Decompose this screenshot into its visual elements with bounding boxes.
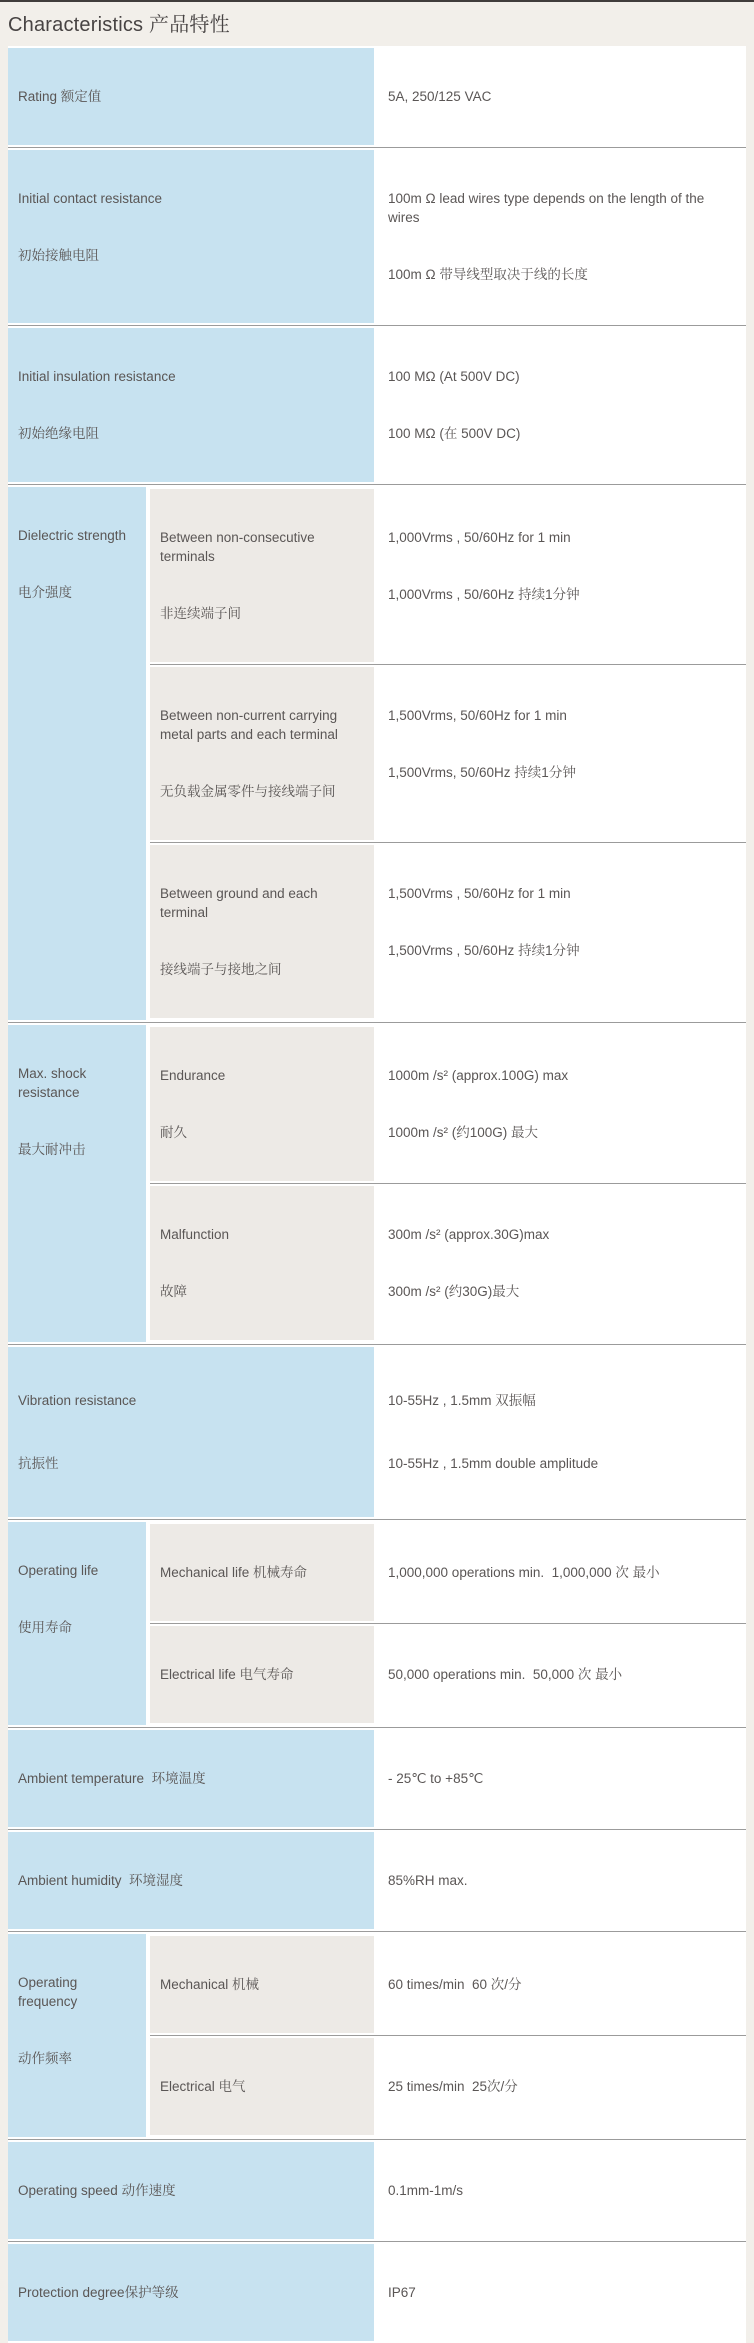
subrow-value xyxy=(378,667,746,840)
value-line: 1000m /s² (approx.100G) max xyxy=(388,1068,569,1083)
row-label xyxy=(8,487,146,1020)
table-row-max-shock-resistance xyxy=(8,1022,746,1344)
subrow-endurance xyxy=(150,1025,746,1183)
mid-line: Electrical 电气 xyxy=(160,2079,246,2094)
row-value xyxy=(378,1730,746,1827)
mid-line: Mechanical life 机械寿命 xyxy=(160,1565,308,1580)
table-row-initial-insulation-resistance xyxy=(8,325,746,484)
value-line: 100m Ω 带导线型取决于线的长度 xyxy=(388,267,588,282)
label-line: 动作频率 xyxy=(18,2051,72,2066)
mid-line: Between non-consecutive terminals xyxy=(160,530,319,564)
value-line: 25 times/min 25次/分 xyxy=(388,2079,518,2094)
value-line: 60 times/min 60 次/分 xyxy=(388,1977,522,1992)
row-value xyxy=(378,150,746,323)
label-line: Operating speed 动作速度 xyxy=(18,2183,176,2198)
mid-line: 无负载金属零件与接线端子间 xyxy=(160,784,336,799)
label-line: Protection degree保护等级 xyxy=(18,2285,179,2300)
subrow-label xyxy=(150,1626,374,1723)
label-line: 使用寿命 xyxy=(18,1620,72,1635)
value-line: - 25℃ to +85℃ xyxy=(388,1771,484,1786)
characteristics-table xyxy=(8,46,746,2343)
label-line: 初始接触电阻 xyxy=(18,248,99,263)
mid-line: 故障 xyxy=(160,1284,187,1299)
row-value xyxy=(378,1832,746,1929)
subrow-value xyxy=(378,489,746,662)
mid-line: Malfunction xyxy=(160,1227,230,1242)
value-line: 1,000,000 operations min. 1,000,000 次 最小 xyxy=(388,1565,660,1580)
mid-line: 耐久 xyxy=(160,1125,187,1140)
value-line: 300m /s² (approx.30G)max xyxy=(388,1227,550,1242)
subrow-non-consecutive-terminals xyxy=(150,487,746,664)
mid-line: Mechanical 机械 xyxy=(160,1977,260,1992)
table-row-ambient-humidity xyxy=(8,1829,746,1931)
table-row-protection-degree xyxy=(8,2241,746,2343)
label-line: Max. shock resistance xyxy=(18,1066,91,1100)
table-row-operating-life xyxy=(8,1519,746,1727)
subrow-malfunction xyxy=(150,1183,746,1342)
row-label xyxy=(8,48,374,145)
row-label xyxy=(8,1934,146,2137)
row-value xyxy=(378,1347,746,1517)
subrow-value xyxy=(378,845,746,1018)
value-line: 85%RH max. xyxy=(388,1873,468,1888)
value-line: 0.1mm-1m/s xyxy=(388,2183,464,2198)
label-line: 电介强度 xyxy=(18,585,72,600)
subrow-value xyxy=(378,2038,746,2135)
value-line: IP67 xyxy=(388,2285,416,2300)
subrow-label xyxy=(150,1027,374,1181)
table-row-operating-frequency xyxy=(8,1931,746,2139)
value-line: 1,500Vrms , 50/60Hz for 1 min xyxy=(388,886,571,901)
mid-line: Between ground and each terminal xyxy=(160,886,322,920)
row-label xyxy=(8,1730,374,1827)
row-label xyxy=(8,1347,374,1517)
subrow-value xyxy=(378,1186,746,1340)
row-value xyxy=(378,328,746,482)
table-row-rating xyxy=(8,46,746,147)
label-line: Ambient humidity 环境湿度 xyxy=(18,1873,184,1888)
subrow-value xyxy=(378,1626,746,1723)
row-label xyxy=(8,2142,374,2239)
subrow-label xyxy=(150,845,374,1018)
label-line: Ambient temperature 环境温度 xyxy=(18,1771,206,1786)
subrow-electrical-life xyxy=(150,1623,746,1725)
subrow-label xyxy=(150,1524,374,1621)
value-line: 100m Ω lead wires type depends on the length of the wires xyxy=(388,191,709,225)
row-label xyxy=(8,1832,374,1929)
value-line: 5A, 250/125 VAC xyxy=(388,89,492,104)
row-value xyxy=(378,48,746,145)
page-title: Characteristics 产品特性 xyxy=(8,14,230,36)
subrow-electrical-frequency xyxy=(150,2035,746,2137)
row-value xyxy=(378,2142,746,2239)
subrow-non-current-carrying xyxy=(150,664,746,842)
label-line: Initial contact resistance xyxy=(18,191,163,206)
mid-line: 非连续端子间 xyxy=(160,606,241,621)
value-line: 300m /s² (约30G)最大 xyxy=(388,1284,520,1299)
subrow-mechanical-life xyxy=(150,1522,746,1623)
table-row-vibration-resistance xyxy=(8,1344,746,1519)
row-label xyxy=(8,2244,374,2341)
label-line: Initial insulation resistance xyxy=(18,369,176,384)
mid-line: Electrical life 电气寿命 xyxy=(160,1667,294,1682)
value-line: 1000m /s² (约100G) 最大 xyxy=(388,1125,539,1140)
row-label xyxy=(8,1025,146,1342)
subrow-group xyxy=(150,1025,746,1342)
value-line: 1,500Vrms, 50/60Hz for 1 min xyxy=(388,708,567,723)
label-line: Operating life xyxy=(18,1563,99,1578)
value-line: 100 MΩ (At 500V DC) xyxy=(388,369,520,384)
subrow-ground-and-terminal xyxy=(150,842,746,1020)
value-line: 50,000 operations min. 50,000 次 最小 xyxy=(388,1667,623,1682)
subrow-label xyxy=(150,667,374,840)
value-line: 1,500Vrms , 50/60Hz 持续1分钟 xyxy=(388,943,580,958)
row-label xyxy=(8,150,374,323)
table-row-dielectric-strength xyxy=(8,484,746,1022)
row-label xyxy=(8,1522,146,1725)
subrow-value xyxy=(378,1524,746,1621)
value-line: 1,500Vrms, 50/60Hz 持续1分钟 xyxy=(388,765,576,780)
label-line: 抗振性 xyxy=(18,1456,59,1471)
label-line: Vibration resistance xyxy=(18,1393,137,1408)
value-line: 10-55Hz , 1.5mm double amplitude xyxy=(388,1456,599,1471)
mid-line: Endurance xyxy=(160,1068,226,1083)
subrow-group xyxy=(150,1934,746,2137)
row-label xyxy=(8,328,374,482)
table-row-ambient-temperature xyxy=(8,1727,746,1829)
value-line: 10-55Hz , 1.5mm 双振幅 xyxy=(388,1393,536,1408)
subrow-label xyxy=(150,1186,374,1340)
table-row-initial-contact-resistance xyxy=(8,147,746,325)
subrow-mechanical-frequency xyxy=(150,1934,746,2035)
value-line: 1,000Vrms , 50/60Hz 持续1分钟 xyxy=(388,587,580,602)
subrow-group xyxy=(150,1522,746,1725)
subrow-group xyxy=(150,487,746,1020)
subrow-value xyxy=(378,1027,746,1181)
label-line: 最大耐冲击 xyxy=(18,1142,86,1157)
label-line: Operating frequency xyxy=(18,1975,82,2009)
label-line: Rating 额定值 xyxy=(18,89,102,104)
subrow-label xyxy=(150,1936,374,2033)
mid-line: Between non-current carrying metal parts and each terminal xyxy=(160,708,341,742)
subrow-label xyxy=(150,2038,374,2135)
label-line: Dielectric strength xyxy=(18,528,127,543)
subrow-value xyxy=(378,1936,746,2033)
row-value xyxy=(378,2244,746,2341)
value-line: 1,000Vrms , 50/60Hz for 1 min xyxy=(388,530,571,545)
subrow-label xyxy=(150,489,374,662)
mid-line: 接线端子与接地之间 xyxy=(160,962,282,977)
label-line: 初始绝缘电阻 xyxy=(18,426,99,441)
table-row-operating-speed xyxy=(8,2139,746,2241)
value-line: 100 MΩ (在 500V DC) xyxy=(388,426,521,441)
